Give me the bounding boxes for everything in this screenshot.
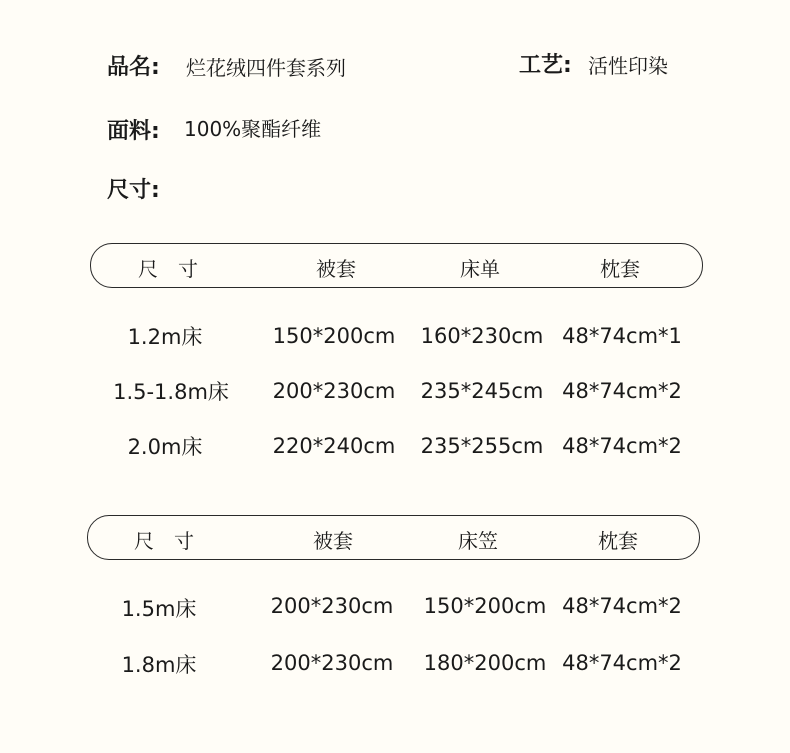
table1-header-pillow: 枕套 bbox=[600, 257, 640, 281]
table2-row1-fitted-sheet: 150*200cm bbox=[423, 594, 547, 618]
table2-row2-duvet: 200*230cm bbox=[270, 651, 394, 675]
table2-row2-size: 1.8m床 bbox=[121, 653, 197, 677]
table2-row2-pillow: 48*74cm*2 bbox=[562, 651, 682, 675]
table1-row2-duvet: 200*230cm bbox=[272, 379, 396, 403]
table1-row2-pillow: 48*74cm*2 bbox=[562, 379, 682, 403]
table2-header-pillow: 枕套 bbox=[598, 529, 638, 553]
table1-header-size: 尺 寸 bbox=[138, 257, 198, 281]
size-label: 尺寸: bbox=[107, 178, 160, 203]
table1-row1-sheet: 160*230cm bbox=[420, 324, 544, 348]
table2-header-fitted-sheet: 床笠 bbox=[458, 529, 498, 553]
material-value: 100%聚酯纤维 bbox=[184, 117, 322, 141]
product-value: 烂花绒四件套系列 bbox=[186, 56, 346, 80]
table1-row3-sheet: 235*255cm bbox=[420, 434, 544, 458]
table2-row2-fitted-sheet: 180*200cm bbox=[423, 651, 547, 675]
table1-header-sheet: 床单 bbox=[460, 257, 500, 281]
craft-label: 工艺: bbox=[519, 53, 572, 78]
table1-header-duvet: 被套 bbox=[316, 257, 356, 281]
table1-row1-pillow: 48*74cm*1 bbox=[562, 324, 682, 348]
table2-row1-pillow: 48*74cm*2 bbox=[562, 594, 682, 618]
table2-row1-duvet: 200*230cm bbox=[270, 594, 394, 618]
craft-value: 活性印染 bbox=[588, 54, 668, 78]
material-label: 面料: bbox=[107, 119, 160, 144]
table1-row1-size: 1.2m床 bbox=[127, 325, 203, 349]
product-label: 品名: bbox=[107, 55, 160, 80]
table1-row3-pillow: 48*74cm*2 bbox=[562, 434, 682, 458]
table1-row3-duvet: 220*240cm bbox=[272, 434, 396, 458]
table2-header-duvet: 被套 bbox=[313, 529, 353, 553]
table2-header-size: 尺 寸 bbox=[134, 529, 194, 553]
table1-row3-size: 2.0m床 bbox=[127, 435, 203, 459]
table1-row1-duvet: 150*200cm bbox=[272, 324, 396, 348]
table1-row2-sheet: 235*245cm bbox=[420, 379, 544, 403]
table2-row1-size: 1.5m床 bbox=[121, 597, 197, 621]
table1-row2-size: 1.5-1.8m床 bbox=[113, 380, 229, 404]
